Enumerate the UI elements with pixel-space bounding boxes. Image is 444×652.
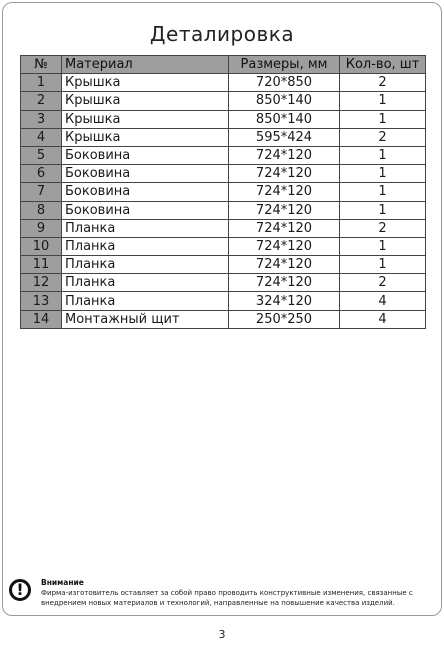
row-material: Планка <box>62 292 229 310</box>
row-material: Боковина <box>62 146 229 164</box>
row-size: 724*120 <box>229 237 340 255</box>
row-quantity: 2 <box>340 128 426 146</box>
row-size: 724*120 <box>229 219 340 237</box>
row-material: Планка <box>62 274 229 292</box>
row-material: Боковина <box>62 201 229 219</box>
table-row <box>21 74 426 92</box>
row-size: 724*120 <box>229 256 340 274</box>
row-number: 14 <box>21 310 62 328</box>
row-material: Крышка <box>62 128 229 146</box>
warning-notice <box>9 578 439 610</box>
notice-text: Фирма-изготовитель оставляет за собой право проводить конструктивные изменения, связанные с внедрением новых материалов и технологий, направленные на повышение качества изделий. <box>41 589 413 607</box>
row-size: 724*120 <box>229 183 340 201</box>
row-material: Боковина <box>62 183 229 201</box>
exclamation-circle-icon: ! <box>9 579 31 601</box>
parts-table <box>20 55 426 329</box>
table-row <box>21 201 426 219</box>
row-quantity: 4 <box>340 292 426 310</box>
row-number: 13 <box>21 292 62 310</box>
row-number: 2 <box>21 92 62 110</box>
row-quantity: 1 <box>340 92 426 110</box>
row-size: 850*140 <box>229 110 340 128</box>
row-material: Монтажный щит <box>62 310 229 328</box>
row-number: 11 <box>21 256 62 274</box>
table-row <box>21 310 426 328</box>
row-quantity: 1 <box>340 183 426 201</box>
row-size: 724*120 <box>229 201 340 219</box>
row-size: 724*120 <box>229 274 340 292</box>
header-quantity: Кол-во, шт <box>340 56 426 74</box>
row-quantity: 1 <box>340 165 426 183</box>
table-row <box>21 219 426 237</box>
row-number: 9 <box>21 219 62 237</box>
table-row <box>21 165 426 183</box>
table-row <box>21 256 426 274</box>
row-material: Планка <box>62 219 229 237</box>
table-row <box>21 146 426 164</box>
header-size: Размеры, мм <box>229 56 340 74</box>
row-material: Крышка <box>62 74 229 92</box>
row-number: 6 <box>21 165 62 183</box>
row-number: 5 <box>21 146 62 164</box>
row-number: 7 <box>21 183 62 201</box>
row-size: 850*140 <box>229 92 340 110</box>
row-number: 1 <box>21 74 62 92</box>
row-quantity: 1 <box>340 110 426 128</box>
table-header-row <box>21 56 426 74</box>
page-title: Деталировка <box>149 22 295 46</box>
row-material: Крышка <box>62 92 229 110</box>
row-quantity: 1 <box>340 256 426 274</box>
row-number: 4 <box>21 128 62 146</box>
table-row <box>21 274 426 292</box>
page-number: 3 <box>218 628 226 641</box>
row-material: Боковина <box>62 165 229 183</box>
row-size: 250*250 <box>229 310 340 328</box>
row-number: 8 <box>21 201 62 219</box>
row-size: 324*120 <box>229 292 340 310</box>
table-row <box>21 110 426 128</box>
header-number: № <box>21 56 62 74</box>
row-quantity: 4 <box>340 310 426 328</box>
row-size: 724*120 <box>229 146 340 164</box>
header-material: Материал <box>62 56 229 74</box>
row-size: 724*120 <box>229 165 340 183</box>
table-row <box>21 292 426 310</box>
row-quantity: 1 <box>340 237 426 255</box>
row-size: 595*424 <box>229 128 340 146</box>
row-number: 3 <box>21 110 62 128</box>
table-row <box>21 237 426 255</box>
row-material: Крышка <box>62 110 229 128</box>
row-material: Планка <box>62 256 229 274</box>
row-material: Планка <box>62 237 229 255</box>
table-row <box>21 183 426 201</box>
row-quantity: 2 <box>340 219 426 237</box>
row-quantity: 2 <box>340 74 426 92</box>
row-quantity: 1 <box>340 201 426 219</box>
row-size: 720*850 <box>229 74 340 92</box>
row-number: 10 <box>21 237 62 255</box>
row-quantity: 1 <box>340 146 426 164</box>
table-row <box>21 128 426 146</box>
row-quantity: 2 <box>340 274 426 292</box>
table-row <box>21 92 426 110</box>
notice-title: Внимание <box>41 578 84 587</box>
row-number: 12 <box>21 274 62 292</box>
